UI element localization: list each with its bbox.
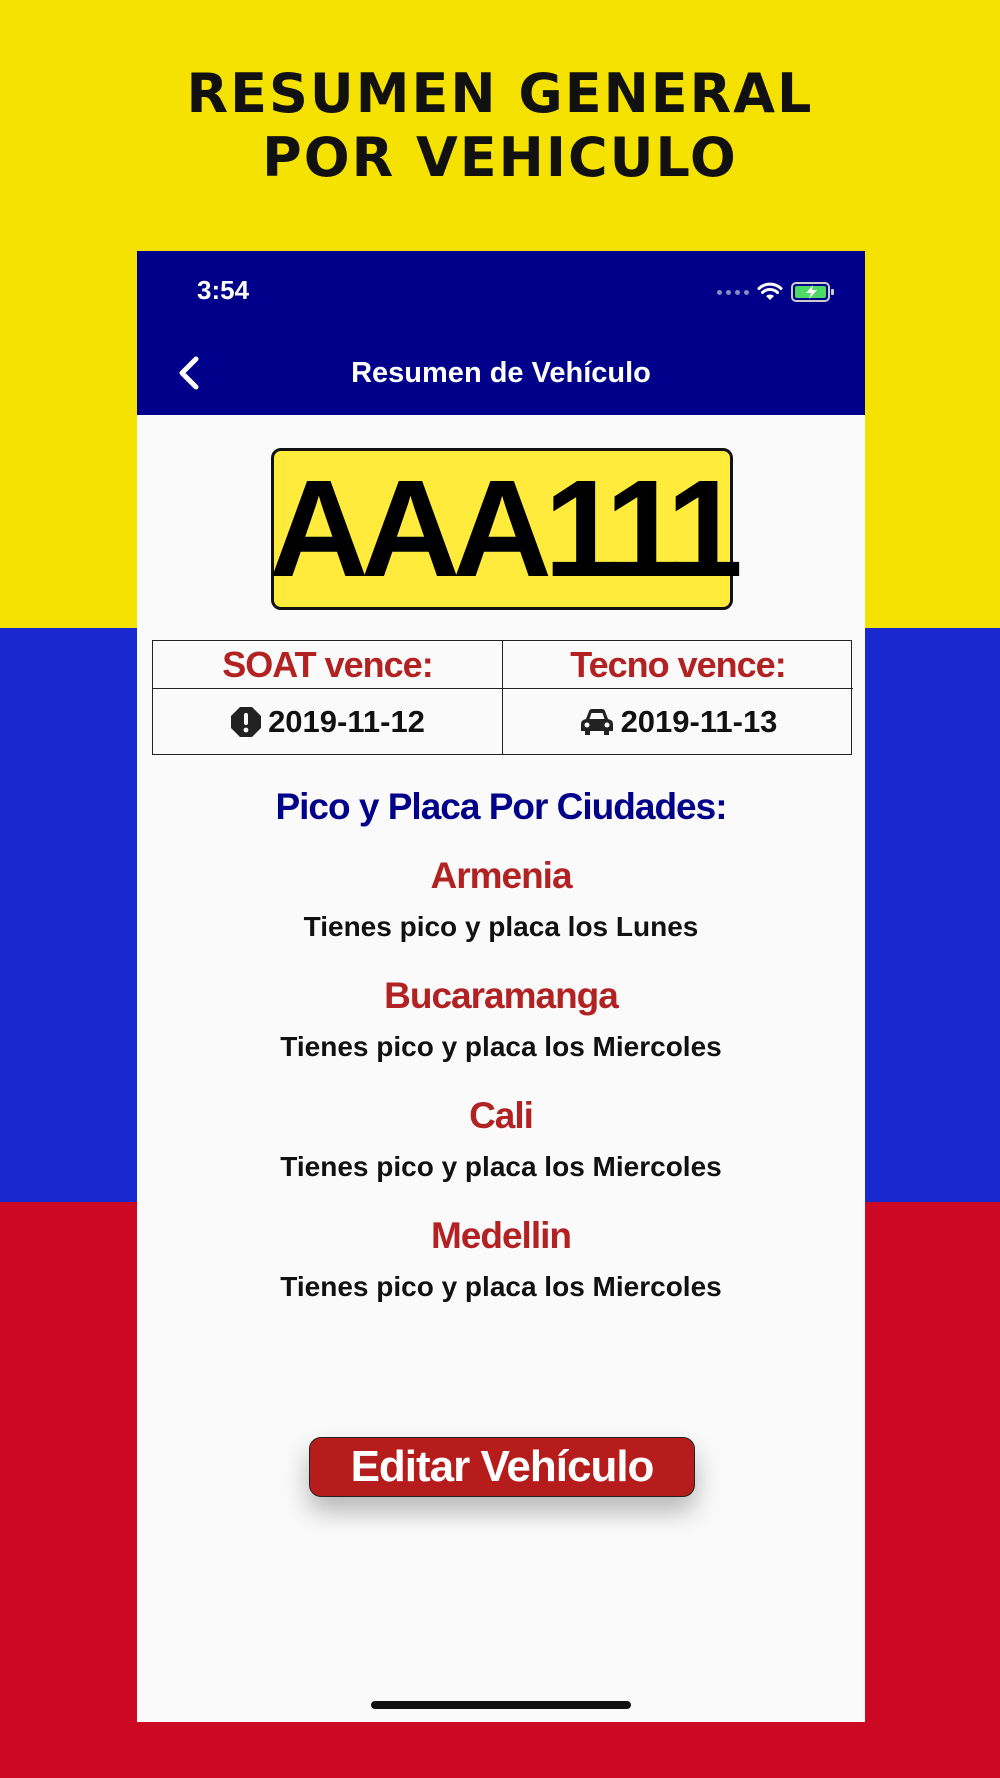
- status-time: 3:54: [197, 275, 250, 305]
- edit-vehicle-button[interactable]: Editar Vehículo: [309, 1437, 695, 1497]
- status-icons: [717, 277, 835, 307]
- tecno-date-cell: [503, 689, 853, 754]
- car-icon: [579, 707, 615, 737]
- expiry-dates-table: [152, 640, 852, 755]
- nav-bar: [137, 331, 865, 415]
- alert-octagon-icon: [230, 706, 262, 738]
- soat-label: SOAT vence:: [153, 641, 503, 689]
- city-name: Bucaramanga: [384, 975, 618, 1016]
- city-list: [137, 851, 865, 1331]
- city-message: Tienes pico y placa los Lunes: [303, 911, 699, 942]
- city-name: Cali: [469, 1095, 533, 1136]
- city-message: Tienes pico y placa los Miercoles: [280, 1031, 722, 1062]
- list-item: [137, 971, 865, 1091]
- city-message: Tienes pico y placa los Miercoles: [280, 1271, 722, 1302]
- tecno-date: 2019-11-13: [620, 703, 778, 739]
- city-name: Armenia: [430, 855, 572, 896]
- phone-screen: [137, 251, 865, 1722]
- city-message: Tienes pico y placa los Miercoles: [280, 1151, 722, 1182]
- chevron-left-icon: [176, 355, 202, 391]
- list-item: [137, 1091, 865, 1211]
- wifi-icon: [757, 282, 783, 302]
- battery-charging-icon: [791, 281, 835, 303]
- promo-title: [0, 62, 1000, 190]
- status-bar: [137, 251, 865, 331]
- home-indicator[interactable]: [371, 1701, 631, 1709]
- tecno-label: Tecno vence:: [503, 641, 853, 689]
- plate-number: AAA111: [269, 452, 735, 606]
- city-name: Medellin: [430, 1215, 572, 1256]
- promo-title-line-1: RESUMEN GENERAL: [186, 62, 814, 125]
- soat-date-cell: [153, 689, 503, 754]
- soat-date: 2019-11-12: [268, 703, 425, 739]
- promo-title-line-2: POR VEHICULO: [262, 126, 738, 189]
- back-button[interactable]: [165, 349, 213, 397]
- list-item: [137, 851, 865, 971]
- list-item: [137, 1211, 865, 1331]
- nav-title: Resumen de Vehículo: [351, 357, 651, 389]
- license-plate: [271, 448, 733, 610]
- signal-dots-icon: [717, 290, 749, 295]
- pico-placa-title: Pico y Placa Por Ciudades:: [275, 786, 727, 827]
